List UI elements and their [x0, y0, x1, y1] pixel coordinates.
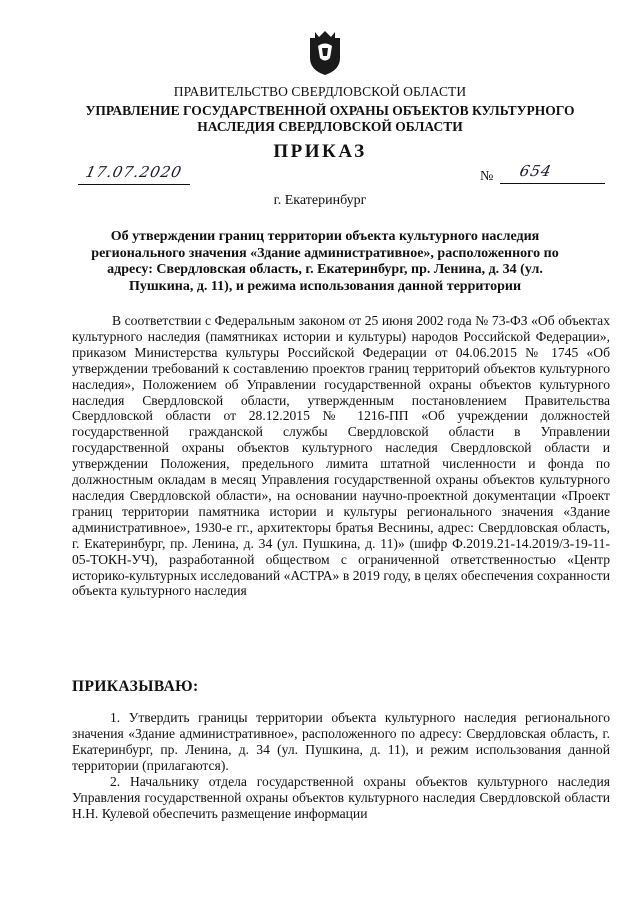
- handwritten-number: 654: [518, 162, 554, 180]
- preamble-paragraph: В соответствии с Федеральным законом от 25 июня 2002 года № 73-ФЗ «Об объектах культурного наследия (памятниках истории и культуры) народов Российской Федерации», приказом Министерства культуры Российской Федерации от 04.06.2015 № 1745 «Об утверждении требований к составлению проектов границ территорий объектов культурного наследия», Положением об Управлении государственной охраны объектов культурного наследия Свердловской области, утвержденным постановлением Правительства Свердловской области от 28.12.2015 № 1216-ПП «Об учреждении должностей государственной гражданской службы Свердловской области в Управлении государственной охраны объектов культурного наследия Свердловской области и утверждении Положения, предельного лимита штатной численности и фонда по должностным окладам в месяц Управления государственной охраны объектов культурного наследия Свердловской области», на основании научно-проектной документации «Проект границ территории памятника истории и культуры регионального значения «Здание административное», 1930-е гг., архитекторы братья Веснины, адрес: Свердловская область, г. Екатеринбург, пр. Ленина, д. 34 (ул. Пушкина, д. 11)» (шифр Ф.2019.21-14.2019/3-19-11-05-ТОКН-УЧ), разработанной обществом с ограниченной ответственностью «Центр историко-культурных исследований «АСТРА» в 2019 году, в целях обеспечения сохранности объекта культурного наследия: [72, 313, 610, 599]
- order-item-2: 2. Начальнику отдела государственной охраны объектов культурного наследия Управления государственной охраны объектов культурного наследия Свердловской области Н.Н. Кулевой обеспечить размещение информации: [72, 774, 610, 821]
- handwritten-date: 17.07.2020: [84, 163, 184, 181]
- number-underline: [500, 166, 605, 184]
- government-name: ПРАВИТЕЛЬСТВО СВЕРДЛОВСКОЙ ОБЛАСТИ: [173, 84, 467, 99]
- number-label: №: [480, 169, 494, 184]
- order-item-1: 1. Утвердить границы территории объекта культурного наследия регионального значения «Здание административное», расположенного по адресу: Свердловская область, г. Екатеринбург, пр. Ленина, д. 34 (ул. Пушкина, д. 11), и режим использования данной территории (прилагаются).: [72, 710, 610, 773]
- coat-of-arms-icon: [306, 28, 344, 76]
- city-name: г. Екатеринбург: [273, 193, 367, 208]
- department-name: УПРАВЛЕНИЕ ГОСУДАРСТВЕННОЙ ОХРАНЫ ОБЪЕКТОВ КУЛЬТУРНОГО НАСЛЕДИЯ СВЕРДЛОВСКОЙ ОБЛАСТИ: [85, 103, 575, 134]
- order-subject: Об утверждении границ территории объекта культурного наследия регионального значения «Здание административное», расположенного по адресу: Свердловская область, г. Екатеринбург, пр. Ленина, д. 34 (ул. Пушкина, д. 11), и режима использования данной территории: [91, 229, 559, 294]
- order-word: ПРИКАЗЫВАЮ:: [72, 678, 199, 695]
- document-type-title: ПРИКАЗ: [273, 141, 367, 162]
